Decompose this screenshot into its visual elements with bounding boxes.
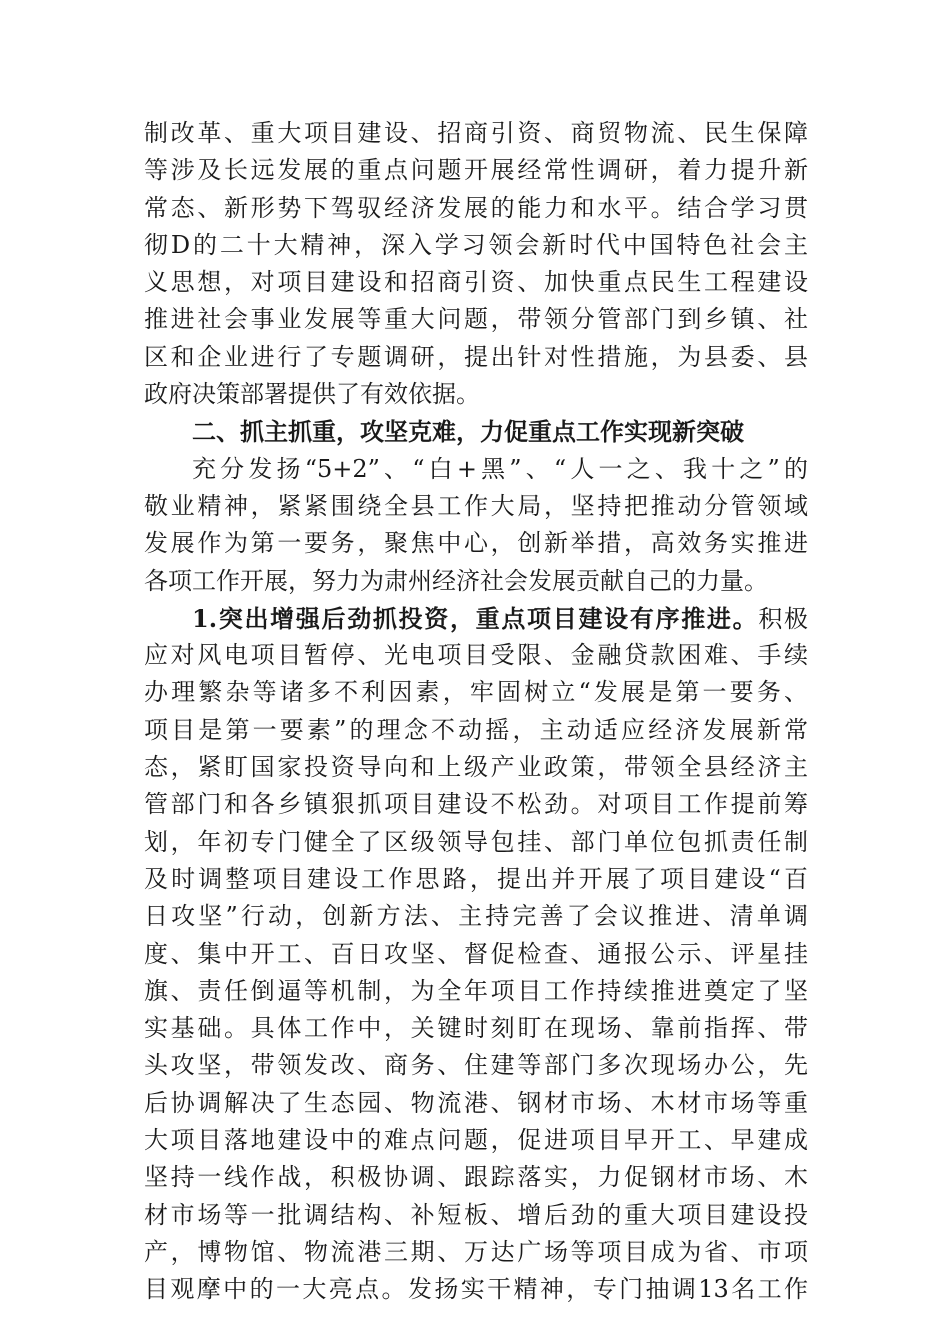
text-line: 后协调解决了生态园、物流港、钢材市场、木材市场等重: [144, 1088, 808, 1117]
subheading-rest: 积极: [758, 604, 808, 633]
text-line: 常态、新形势下驾驭经济发展的能力和水平。结合学习贯: [144, 193, 808, 222]
document-body: [144, 115, 808, 1309]
text-line: 目观摩中的一大亮点。发扬实干精神，专门抽调13名工作: [144, 1275, 808, 1304]
text-line: 产，博物馆、物流港三期、万达广场等项目成为省、市项: [144, 1237, 808, 1266]
text-line: 坚持一线作战，积极协调、跟踪落实，力促钢材市场、木: [144, 1163, 808, 1192]
text-line: 旗、责任倒逼等机制，为全年项目工作持续推进奠定了坚: [144, 976, 808, 1005]
text-line: 政府决策部署提供了有效依据。: [144, 380, 480, 409]
text-line: 充分发扬“5+2”、“白+黑”、“人一之、我十之”的: [192, 454, 808, 483]
text-line: 划，年初专门健全了区级领导包挂、部门单位包抓责任制: [144, 827, 808, 856]
subheading-line: [144, 600, 808, 637]
text-line: 态，紧盯国家投资导向和上级产业政策，带领全县经济主: [144, 753, 808, 782]
subheading-bold: 1.突出增强后劲抓投资，重点项目建设有序推进。: [192, 603, 759, 633]
text-line: 及时调整项目建设工作思路，提出并开展了项目建设“百: [144, 864, 808, 893]
text-line: 实基础。具体工作中，关键时刻盯在现场、靠前指挥、带: [144, 1014, 808, 1043]
text-line: 推进社会事业发展等重大问题，带领分管部门到乡镇、社: [144, 305, 808, 334]
section-heading: 二、抓主抓重，攻坚克难，力促重点工作实现新突破: [192, 417, 744, 447]
text-line: 各项工作开展，努力为肃州经济社会发展贡献自己的力量。: [144, 566, 768, 595]
paragraph-research: [144, 115, 808, 413]
text-line: 项目是第一要素”的理念不动摇，主动适应经济发展新常: [144, 715, 808, 744]
text-line: 彻D的二十大精神，深入学习领会新时代中国特色社会主: [144, 230, 808, 259]
text-line: 敬业精神，紧紧围绕全县工作大局，坚持把推动分管领域: [144, 491, 808, 520]
text-line: 等涉及长远发展的重点问题开展经常性调研，着力提升新: [144, 156, 808, 185]
text-line: 管部门和各乡镇狠抓项目建设不松劲。对项目工作提前筹: [144, 790, 808, 819]
text-line: 材市场等一批调结构、补短板、增后劲的重大项目建设投: [144, 1200, 808, 1229]
paragraph-projects: [144, 637, 808, 1308]
text-line: 日攻坚”行动，创新方法、主持完善了会议推进、清单调: [144, 902, 808, 931]
paragraph-spirit: [144, 451, 808, 600]
text-line: 度、集中开工、百日攻坚、督促检查、通报公示、评星挂: [144, 939, 808, 968]
text-line: 办理繁杂等诸多不利因素，牢固树立“发展是第一要务、: [144, 678, 808, 707]
text-line: 应对风电项目暂停、光电项目受限、金融贷款困难、手续: [144, 641, 808, 670]
text-line: 义思想，对项目建设和招商引资、加快重点民生工程建设: [144, 268, 808, 297]
text-line: 区和企业进行了专题调研，提出针对性措施，为县委、县: [144, 342, 808, 371]
text-line: 头攻坚，带领发改、商务、住建等部门多次现场办公，先: [144, 1051, 808, 1080]
text-line: 制改革、重大项目建设、招商引资、商贸物流、民生保障: [144, 119, 808, 147]
text-line: 发展作为第一要务，聚焦中心，创新举措，高效务实推进: [144, 529, 808, 558]
text-line: 大项目落地建设中的难点问题，促进项目早开工、早建成: [144, 1126, 808, 1155]
